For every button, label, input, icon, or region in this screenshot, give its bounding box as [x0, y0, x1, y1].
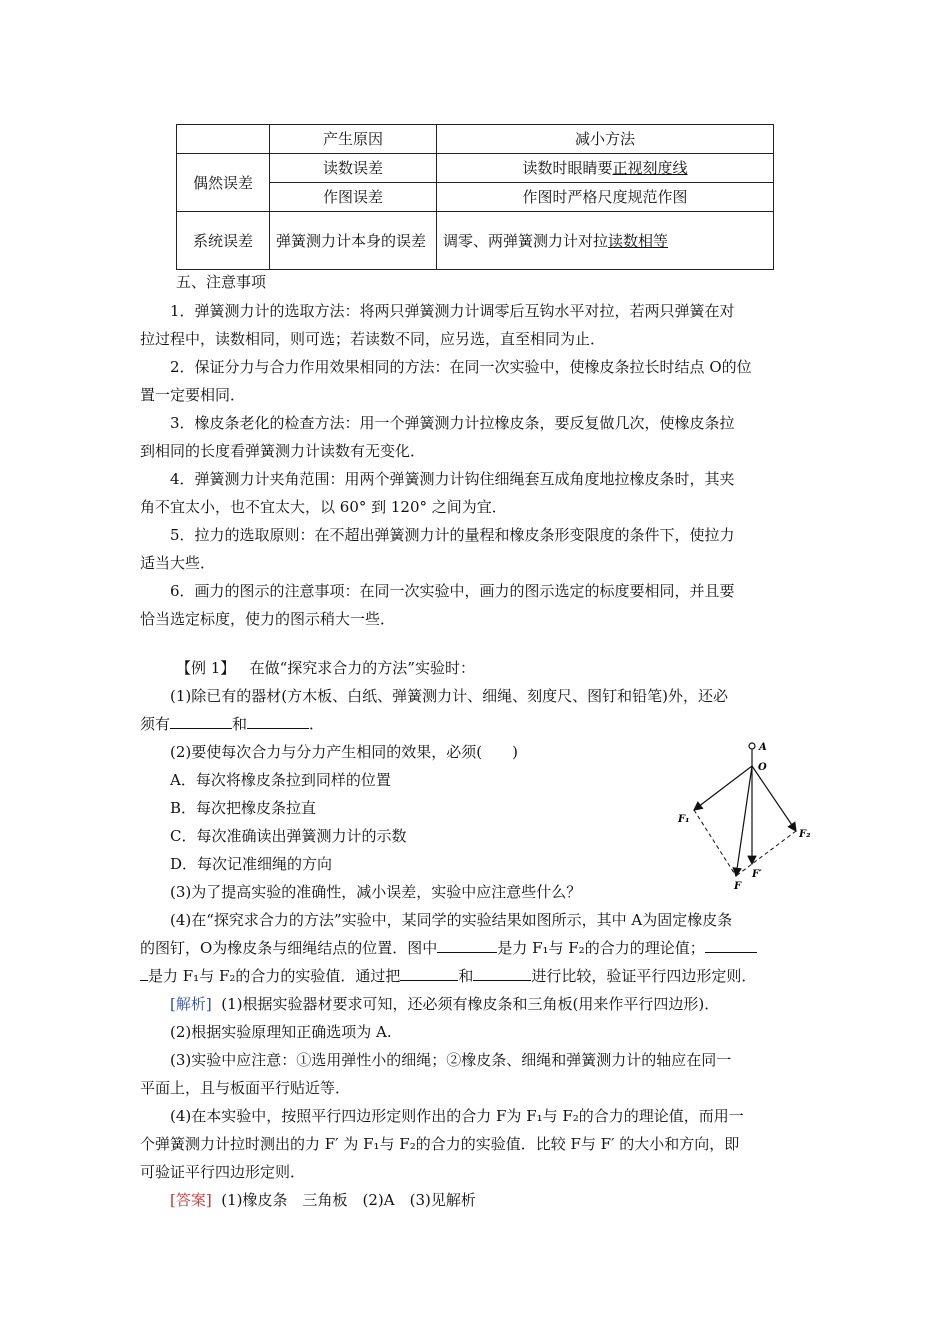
answer-blank: [400, 966, 458, 981]
question-1-line-1: (1)除已有的器材(方木板、白纸、弹簧测力计、细绳、刻度尺、图钉和铅笔)外，还必: [170, 687, 728, 705]
table-header-empty: [177, 125, 270, 154]
note-item-4-line-1: 4．弹簧测力计夹角范围：用两个弹簧测力计钩住细绳套互成角度地拉橡皮条时，其夹: [170, 470, 735, 488]
table-header-cause: 产生原因: [270, 125, 437, 154]
answer-blank: [437, 938, 497, 953]
table-cell-cause: 作图误差: [270, 183, 437, 212]
note-item-2-line-2: 置一定要相同．: [140, 386, 246, 404]
table-cell-cause: 弹簧测力计本身的误差: [270, 212, 437, 270]
answer-blank: [473, 966, 531, 981]
question-4-line-3: 是力 F₁与 F₂的合力的实验值．通过把 和 进行比较，验证平行四边形定则．: [140, 966, 756, 986]
analysis-p4-line-3: 可验证平行四边形定则．: [140, 1163, 306, 1181]
question-4-line-2: 的图钉，O为橡皮条与细绳结点的位置．图中 是力 F₁与 F₂的合力的理论值；: [140, 938, 757, 958]
note-item-5-line-1: 5．拉力的选取原则：在不超出弹簧测力计的量程和橡皮条形变限度的条件下，使拉力: [170, 526, 735, 544]
note-item-1-line-1: 1．弹簧测力计的选取方法：将两只弹簧测力计调零后互钩水平对拉，若两只弹簧在对: [170, 302, 735, 320]
table-cell-method: 调零、两弹簧测力计对拉读数相等: [437, 212, 774, 270]
answer-tag: [答案]: [170, 1191, 212, 1209]
option-d: D．每次记准细绳的方向: [170, 855, 333, 873]
analysis-p3-line-2: 平面上，且与板面平行贴近等．: [140, 1079, 351, 1097]
label-f2: F₂: [799, 829, 811, 840]
label-a: A: [759, 742, 767, 753]
note-item-4-line-2: 角不宜太小，也不宜太大，以 60° 到 120° 之间为宜．: [140, 498, 507, 516]
analysis-p4-line-1: (4)在本实验中，按照平行四边形定则作出的合力 F为 F₁与 F₂的合力的理论值，而用一: [170, 1107, 744, 1125]
question-4-line-1: (4)在“探究求合力的方法”实验中，某同学的实验结果如图所示，其中 A为固定橡皮条: [170, 911, 733, 929]
pin-circle: [749, 743, 755, 749]
force-diagram: [672, 736, 822, 896]
note-item-6-line-2: 恰当选定标度，使力的图示稍大一些．: [140, 610, 396, 628]
notes-heading: 五、注意事项: [176, 273, 267, 291]
table-cell-method: 作图时严格尺度规范作图: [437, 183, 774, 212]
example-tag: 【例 1】: [176, 659, 236, 677]
dashed-line: [736, 831, 796, 876]
error-table: [176, 124, 774, 270]
table-header-row: [177, 125, 774, 154]
answer-blank: [140, 966, 148, 981]
note-item-1-line-2: 拉过程中，读数相同，则可选；若读数不同，应另选，直至相同为止．: [140, 330, 606, 348]
answer-blank: [705, 938, 757, 953]
note-item-3-line-1: 3．橡皮条老化的检查方法：用一个弹簧测力计拉橡皮条，要反复做几次，使橡皮条拉: [170, 414, 735, 432]
table-row: [177, 154, 774, 183]
table-row: [177, 212, 774, 270]
f-arrow: [736, 766, 752, 876]
option-c: C．每次准确读出弹簧测力计的示数: [170, 827, 407, 845]
note-item-5-line-2: 适当大些．: [140, 554, 216, 572]
analysis-p2: (2)根据实验原理知正确选项为 A.: [170, 1023, 392, 1041]
f1-arrow: [694, 766, 752, 810]
answer-line: [答案] (1)橡皮条 三角板 (2)A (3)见解析: [170, 1191, 476, 1209]
label-o: O: [758, 762, 767, 773]
dashed-line: [694, 810, 736, 876]
analysis-p4-line-2: 个弹簧测力计拉时测出的力 F′ 为 F₁与 F₂的合力的实验值．比较 F与 F′ 的大小和方向，即: [140, 1135, 740, 1153]
question-2: (2)要使每次合力与分力产生相同的效果，必须( ): [170, 743, 518, 761]
systematic-error-label: 系统误差: [177, 212, 270, 270]
accidental-error-label: 偶然误差: [177, 154, 270, 212]
analysis-p1: [解析] (1)根据实验器材要求可知，还必须有橡皮条和三角板(用来作平行四边形)．: [170, 995, 720, 1013]
note-item-3-line-2: 到相同的长度看弹簧测力计读数有无变化．: [140, 442, 426, 460]
label-f1: F₁: [678, 814, 690, 825]
table-cell-cause: 读数误差: [270, 154, 437, 183]
f2-arrow: [752, 766, 796, 831]
label-f: F: [734, 881, 742, 892]
label-f-prime: F′: [752, 869, 762, 880]
answer-blank: [247, 714, 309, 729]
question-1-line-2: 须有 和 ．: [140, 715, 325, 733]
table-cell-method: 读数时眼睛要正视刻度线: [437, 154, 774, 183]
answer-blank: [170, 714, 232, 729]
analysis-p3-line-1: (3)实验中应注意：①选用弹性小的细绳；②橡皮条、细绳和弹簧测力计的轴应在同一: [170, 1051, 732, 1069]
analysis-tag: [解析]: [170, 995, 212, 1013]
option-b: B．每次把橡皮条拉直: [170, 799, 317, 817]
note-item-6-line-1: 6．画力的图示的注意事项：在同一次实验中，画力的图示选定的标度要相同，并且要: [170, 582, 735, 600]
example-title: 【例 1】 在做“探究求合力的方法”实验时：: [176, 659, 475, 677]
question-3: (3)为了提高实验的准确性，减小误差，实验中应注意些什么？: [170, 883, 582, 901]
table-header-method: 减小方法: [437, 125, 774, 154]
option-a: A．每次将橡皮条拉到同样的位置: [170, 771, 391, 789]
note-item-2-line-1: 2．保证分力与合力作用效果相同的方法：在同一次实验中，使橡皮条拉长时结点 O的位: [170, 358, 752, 376]
